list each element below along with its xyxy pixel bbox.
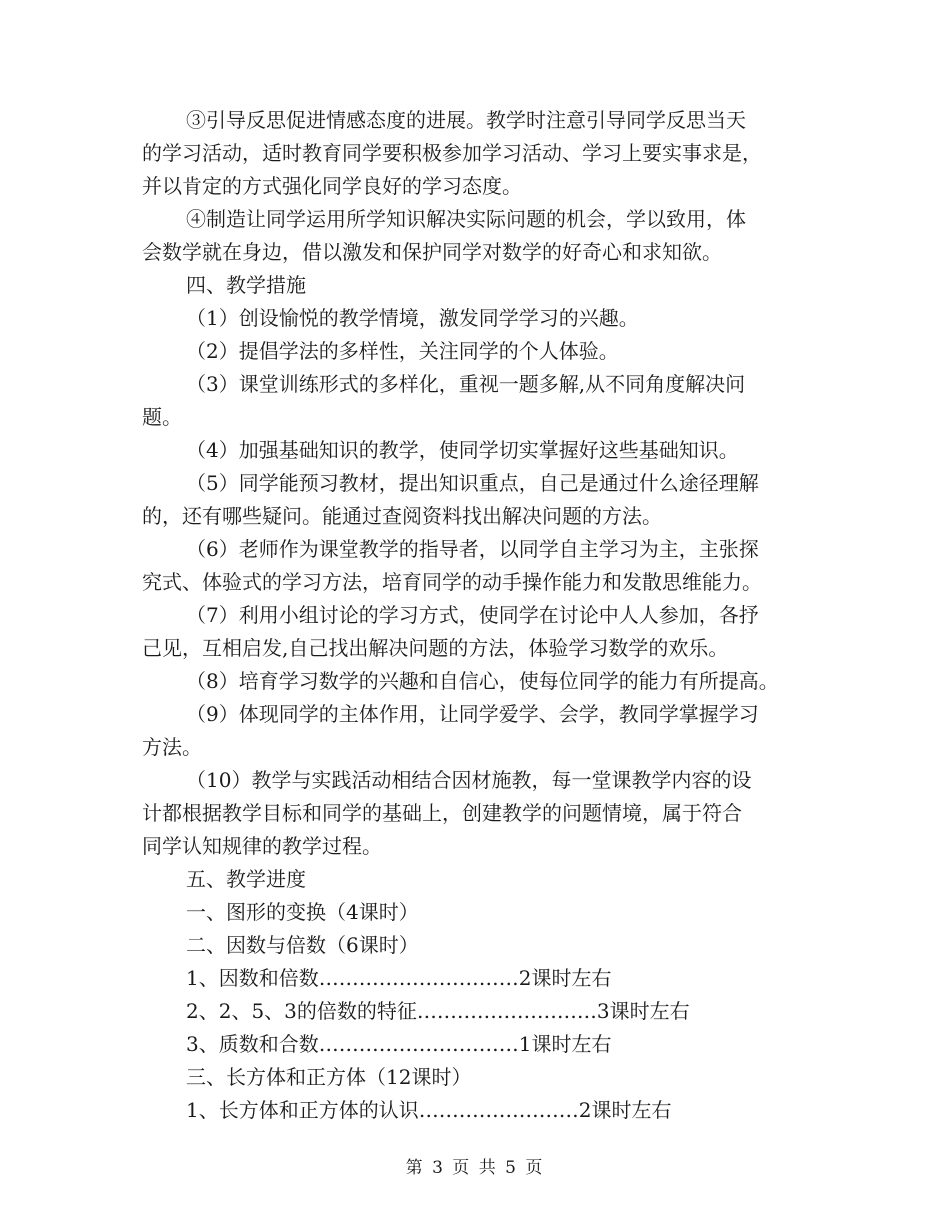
text-line: ③引导反思促进情感态度的进展。教学时注意引导同学反思当天 <box>186 108 746 132</box>
text-line: 的学习活动，适时教育同学要积极参加学习活动、学习上要实事求是， <box>142 141 762 165</box>
text-line: （6）老师作为课堂教学的指导者，以同学自主学习为主，主张探 <box>186 537 759 561</box>
text-line: 究式、体验式的学习方法，培育同学的动手操作能力和发散思维能力。 <box>142 570 762 594</box>
text-line: （3）课堂训练形式的多样化，重视一题多解,从不同角度解决问 <box>186 372 746 396</box>
section-heading: 五、教学进度 <box>186 867 306 891</box>
text-line: 三、长方体和正方体（12课时） <box>186 1065 472 1089</box>
section-heading: 四、教学措施 <box>186 273 306 297</box>
text-line: 会数学就在身边，借以激发和保护同学对数学的好奇心和求知欲。 <box>142 240 722 264</box>
text-line: 1、长方体和正方体的认识……………………2课时左右 <box>186 1098 672 1122</box>
text-line: （7）利用小组讨论的学习方式，使同学在讨论中人人参加，各抒 <box>186 603 759 627</box>
page-footer: 第 3 页 共 5 页 <box>405 1158 545 1178</box>
text-line: （4）加强基础知识的教学，使同学切实掌握好这些基础知识。 <box>186 438 739 462</box>
text-line: 3、质数和合数…………………………1课时左右 <box>186 1032 612 1056</box>
text-line: （1）创设愉悦的教学情境，激发同学学习的兴趣。 <box>186 306 639 330</box>
text-line: 计都根据教学目标和同学的基础上，创建教学的问题情境，属于符合 <box>142 801 742 825</box>
text-line: （10）教学与实践活动相结合因材施教，每一堂课教学内容的设 <box>186 768 752 792</box>
text-line: 一、图形的变换（4课时） <box>186 900 419 924</box>
text-line: 己见，互相启发,自己找出解决问题的方法，体验学习数学的欢乐。 <box>142 636 729 660</box>
text-line: 方法。 <box>142 735 202 759</box>
text-line: 同学认知规律的教学过程。 <box>142 834 382 858</box>
text-line: 二、因数与倍数（6课时） <box>186 933 419 957</box>
text-line: （2）提倡学法的多样性，关注同学的个人体验。 <box>186 339 619 363</box>
text-line: 的，还有哪些疑问。能通过查阅资料找出解决问题的方法。 <box>142 504 662 528</box>
text-line: （9）体现同学的主体作用，让同学爱学、会学，教同学掌握学习 <box>186 702 759 726</box>
text-line: 2、2、5、3的倍数的特征………………………3课时左右 <box>186 999 690 1023</box>
text-line: 并以肯定的方式强化同学良好的学习态度。 <box>142 174 522 198</box>
text-line: （8）培育学习数学的兴趣和自信心，使每位同学的能力有所提高。 <box>186 669 779 693</box>
text-line: （5）同学能预习教材，提出知识重点，自己是通过什么途径理解 <box>186 471 759 495</box>
text-line: 1、因数和倍数…………………………2课时左右 <box>186 966 612 990</box>
text-line: 题。 <box>142 405 182 429</box>
text-line: ④制造让同学运用所学知识解决实际问题的机会，学以致用，体 <box>186 207 746 231</box>
